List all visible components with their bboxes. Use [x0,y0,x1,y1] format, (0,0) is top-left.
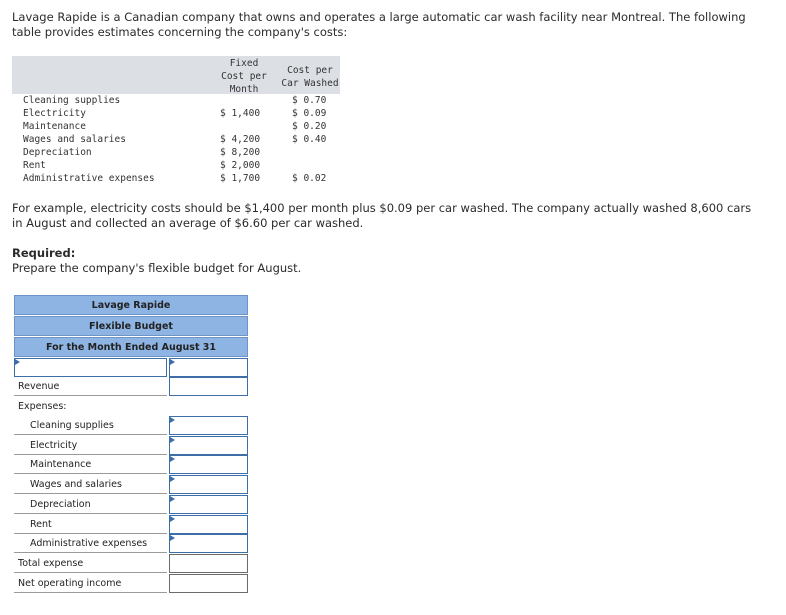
expense-label: Cleaning supplies [14,416,167,435]
expense-input[interactable] [169,534,248,553]
cost-row-per-car: $ 0.02 [292,173,327,184]
cost-row-label: Administrative expenses [23,173,155,184]
net-operating-income-row [14,574,248,593]
header-fixed-line-3: Month [229,84,259,95]
revenue-row [14,377,248,396]
intro-paragraph: Lavage Rapide is a Canadian company that owns and operates a large automatic car wash facility near Montreal. The following table provides estimates concerning the company's costs: [12,10,746,39]
cost-row-label: Wages and salaries [23,134,126,145]
budget-period: For the Month Ended August 31 [14,337,248,357]
dropdown-marker-icon [170,456,175,462]
expense-label: Rent [14,515,167,534]
expense-label: Maintenance [14,455,167,474]
header-car-line-1: Cost per [287,65,333,76]
dropdown-marker-icon [170,417,175,423]
expense-input[interactable] [169,455,248,474]
dropdown-marker-icon [170,359,175,365]
expense-row-maintenance [14,455,248,474]
cost-row [12,173,340,186]
expense-row-cleaning [14,416,248,435]
cost-row [12,134,340,147]
cost-row-fixed: $ 1,700 [220,173,261,184]
header-fixed-line-2: Cost per [221,71,267,82]
cost-row-fixed: $ 4,200 [220,134,261,145]
revenue-input[interactable] [169,377,248,396]
cost-row [12,160,340,173]
cost-row-per-car: $ 0.70 [292,95,327,106]
total-expense-input[interactable] [169,554,248,573]
budget-subtitle: Flexible Budget [14,316,248,336]
cost-row-per-car: $ 0.40 [292,134,327,145]
cost-row-fixed: $ 1,400 [220,108,261,119]
cost-row [12,121,340,134]
expense-row-electricity [14,436,248,455]
cost-row-label: Depreciation [23,147,92,158]
expenses-heading-row [14,397,248,416]
expense-input[interactable] [169,416,248,435]
expense-input[interactable] [169,475,248,494]
cost-row-per-car: $ 0.09 [292,108,327,119]
header-car-line-2: Car Washed [281,78,339,89]
expense-row-admin [14,534,248,553]
header-fixed-cost [216,57,272,96]
cost-row-fixed: $ 8,200 [220,147,261,158]
example-paragraph: For example, electricity costs should be $1,400 per month plus $0.09 per car washed. The company actually washed 8,600 cars in August and collected an average of $6.60 per car washed. [12,201,752,230]
cost-row-per-car: $ 0.20 [292,121,327,132]
header-fixed-line-1: Fixed [229,58,259,69]
expense-label: Electricity [14,436,167,455]
expense-label: Wages and salaries [14,475,167,494]
total-expense-row [14,554,248,573]
expense-input[interactable] [169,495,248,514]
expense-row-rent [14,515,248,534]
cost-table-header [12,56,340,94]
expense-row-depreciation [14,495,248,514]
cost-row-label: Cleaning supplies [23,95,121,106]
cost-row-fixed: $ 2,000 [220,160,261,171]
net-operating-income-input[interactable] [169,574,248,593]
budget-title: Lavage Rapide [14,295,248,315]
cost-row [12,147,340,160]
expenses-label: Expenses: [18,401,67,412]
cost-row-label: Rent [23,160,46,171]
expense-label: Depreciation [14,495,167,514]
total-expense-label: Total expense [14,554,167,573]
header-label-input[interactable] [14,358,167,377]
cost-row [12,108,340,121]
expense-input[interactable] [169,515,248,534]
expense-input[interactable] [169,436,248,455]
expense-row-wages [14,475,248,494]
header-input-row [14,358,248,377]
header-cost-per-car [280,64,340,90]
header-value-input[interactable] [169,358,248,377]
dropdown-marker-icon [170,516,175,522]
required-text: Prepare the company's flexible budget for August. [12,261,302,275]
cost-row [12,95,340,108]
revenue-label: Revenue [14,377,167,396]
dropdown-marker-icon [170,437,175,443]
expense-label: Administrative expenses [14,534,167,553]
dropdown-marker-icon [170,476,175,482]
dropdown-marker-icon [170,535,175,541]
dropdown-marker-icon [15,359,20,365]
required-heading: Required: [12,246,76,260]
net-operating-income-label: Net operating income [14,574,167,593]
dropdown-marker-icon [170,496,175,502]
cost-row-label: Maintenance [23,121,86,132]
cost-row-label: Electricity [23,108,86,119]
